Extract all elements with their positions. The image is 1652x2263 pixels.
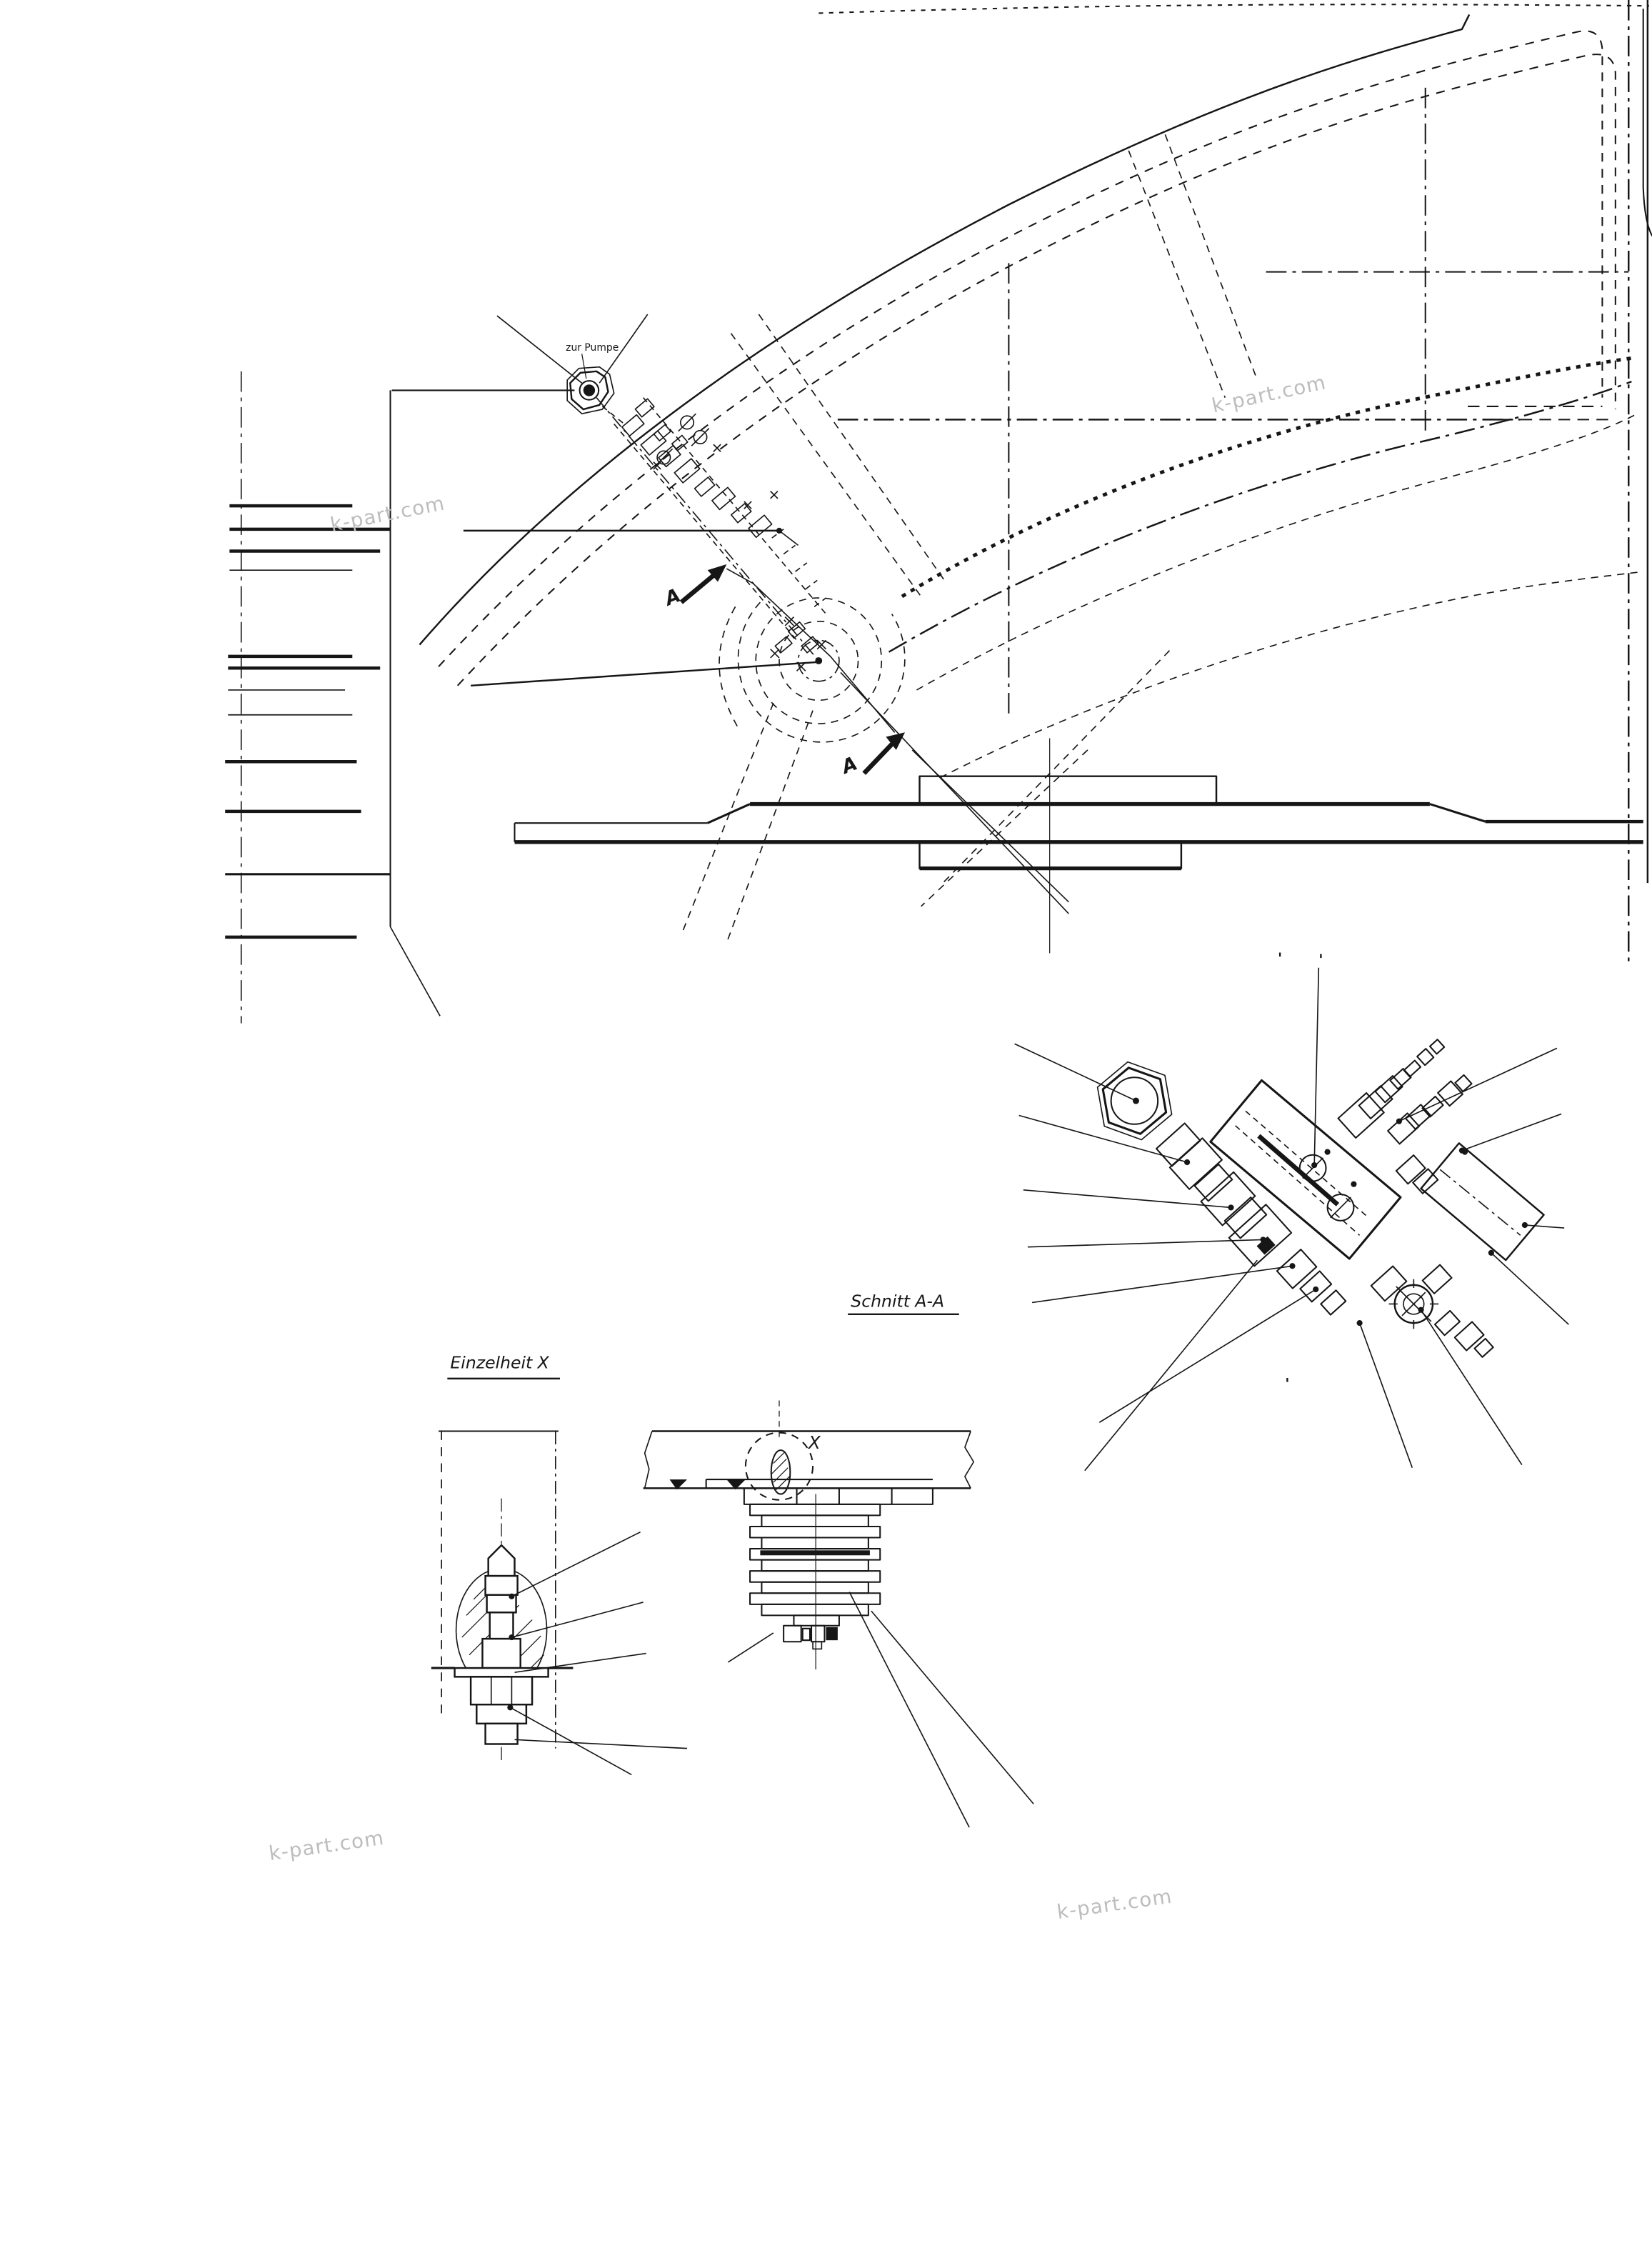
boom-outer-arc [419, 14, 1469, 644]
elastomer-layer [760, 1550, 870, 1555]
section-arrow-label-lower: A [838, 752, 861, 779]
part-mark: ' [1285, 1375, 1290, 1393]
sheet-border [1643, 0, 1652, 883]
detail-view-bolt [431, 1353, 687, 1775]
slew-ring-band [889, 358, 1643, 777]
section-arrow-label-upper: A [661, 584, 684, 611]
stud-bolt [431, 1499, 574, 1762]
hose-fitting-ladder [596, 398, 826, 661]
pivot-bracket [225, 371, 440, 1024]
watermark: k-part.com [267, 1825, 386, 1866]
pump-port-fitting [566, 342, 624, 424]
mounting-plate [1396, 1143, 1544, 1260]
valve-body [1211, 1080, 1401, 1259]
section-view-a-a [848, 950, 1568, 1471]
detail-circle-x [746, 1401, 821, 1500]
to-pump-label: zur Pumpe [566, 342, 619, 354]
watermark: k-part.com [1055, 1884, 1174, 1924]
watermark: k-part.com [1209, 370, 1328, 418]
shim-stack [750, 1504, 880, 1616]
rail-bottom-plate [920, 842, 1181, 869]
detail-view-title: Einzelheit X [450, 1352, 549, 1373]
boom-flange-arc-2 [458, 54, 1616, 686]
banjo-coupling [1277, 1249, 1493, 1357]
cartridge-branch [1338, 1039, 1472, 1144]
carrier-rail [515, 738, 1643, 953]
valve-mount-hub [719, 598, 905, 742]
watermark: k-part.com [328, 491, 447, 536]
detail-mark-label: X [808, 1432, 821, 1454]
section-leaders [1015, 968, 1569, 1471]
section-view-title: Schnitt A-A [851, 1291, 945, 1312]
part-mark: ' [1277, 949, 1283, 967]
section-cut-a-a [661, 564, 905, 779]
detail-view-stack [644, 1401, 1034, 1828]
part-mark: ' [1318, 951, 1323, 969]
watermarks [267, 370, 1328, 1924]
stack-leaders [728, 1592, 1033, 1827]
bolt-leaders [507, 1532, 687, 1775]
